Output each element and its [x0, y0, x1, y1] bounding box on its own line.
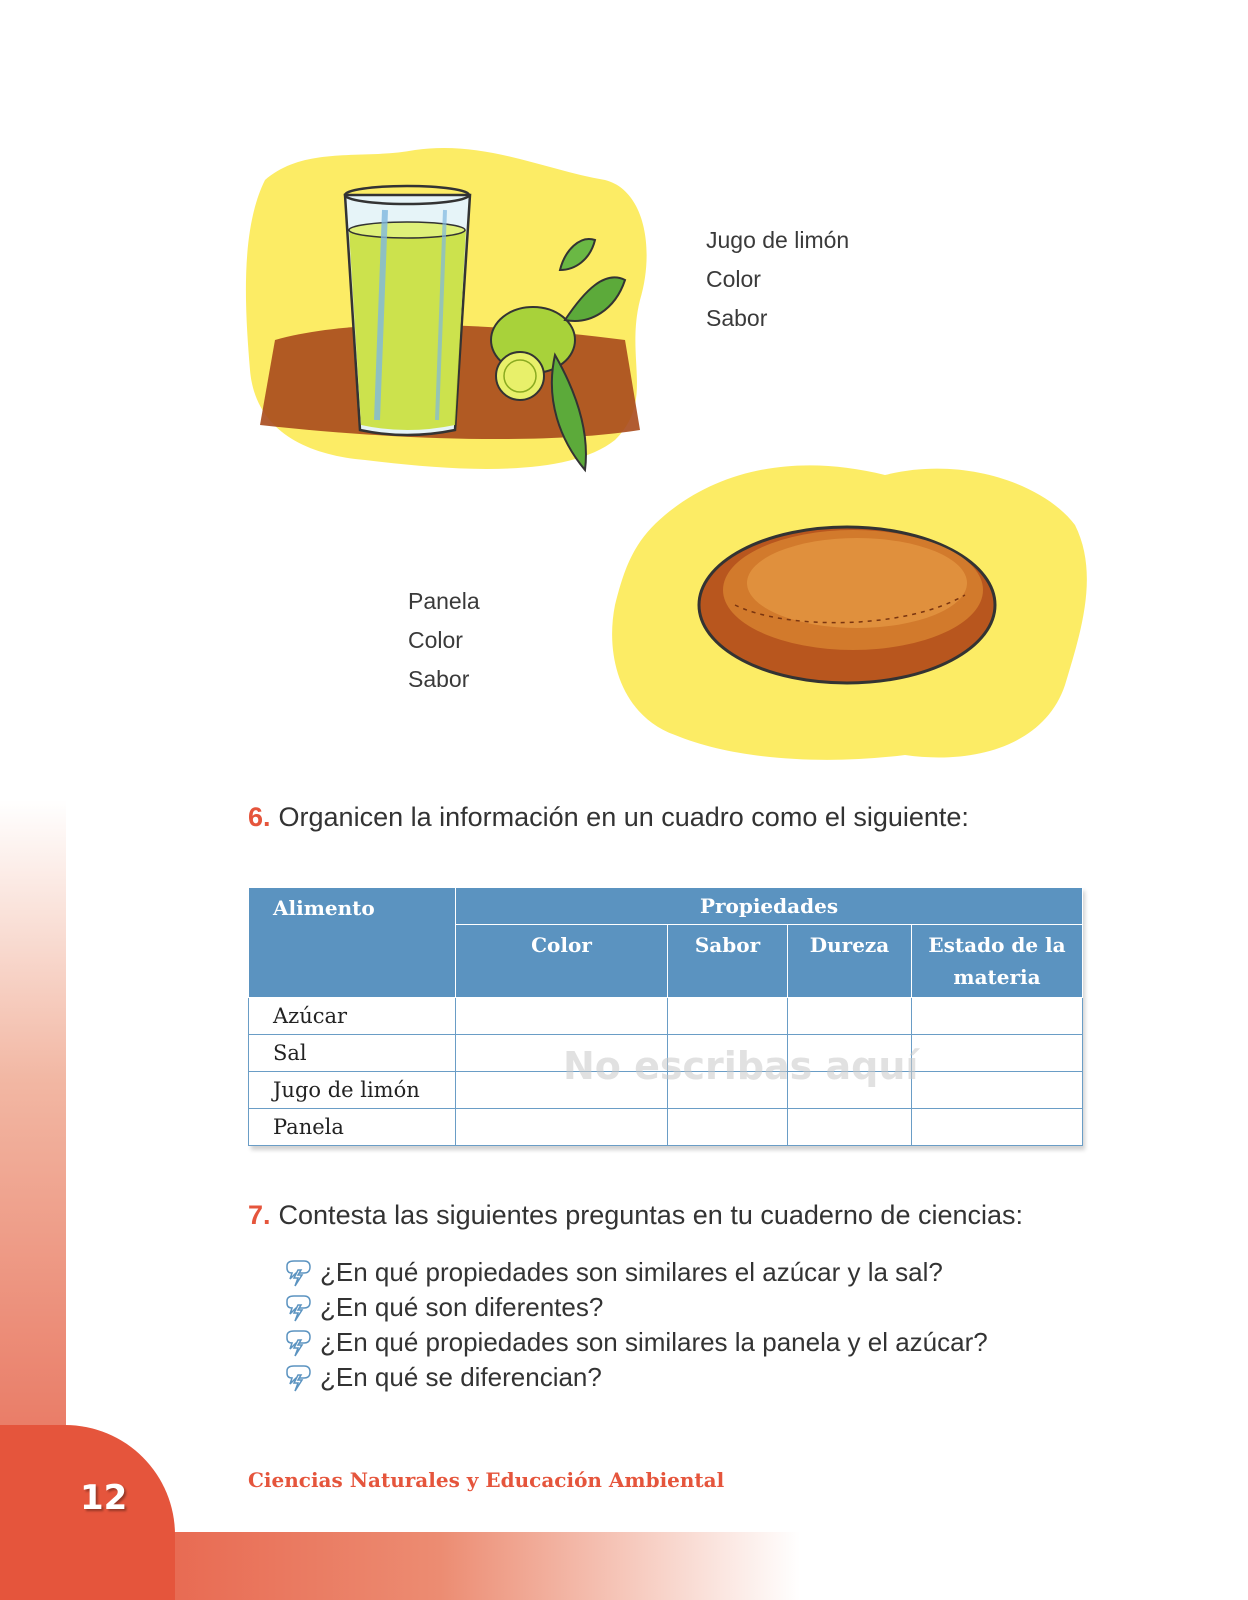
- table-cell: [668, 1035, 788, 1072]
- do-not-write-watermark: No escribas aquí: [563, 1044, 919, 1088]
- list-item: [282, 1360, 988, 1395]
- table-row: [249, 1072, 1083, 1109]
- panela-illustration: [605, 455, 1100, 775]
- list-item: [282, 1325, 988, 1360]
- lemon-caption: [706, 221, 849, 338]
- panela-caption-flavor: Sabor: [408, 666, 470, 692]
- lemon-caption-color: Color: [706, 266, 761, 292]
- row-label-sugar: Azúcar: [249, 998, 456, 1035]
- question-7: [248, 1200, 1023, 1231]
- header-hardness: Dureza: [788, 925, 912, 998]
- list-item: [282, 1290, 988, 1325]
- panela-caption-title: Panela: [408, 588, 480, 614]
- header-flavor: Sabor: [668, 925, 788, 998]
- table-cell: [456, 998, 668, 1035]
- list-item-text: ¿En qué se diferencian?: [320, 1362, 602, 1392]
- bolt-speech-icon: [282, 1258, 312, 1288]
- table-cell: [912, 1109, 1083, 1146]
- table-cell: [668, 1072, 788, 1109]
- list-item-text: ¿En qué propiedades son similares el azúcar y la sal?: [320, 1257, 943, 1287]
- header-properties: Propiedades: [456, 888, 1083, 925]
- bolt-speech-icon: [282, 1363, 312, 1393]
- header-state: Estado de la materia: [912, 925, 1083, 998]
- row-label-panela: Panela: [249, 1109, 456, 1146]
- bolt-speech-icon: [282, 1328, 312, 1358]
- table-row: [249, 1109, 1083, 1146]
- table-cell: [456, 1035, 668, 1072]
- table-row: [249, 1035, 1083, 1072]
- question-7-list: [282, 1255, 988, 1395]
- table-cell: [788, 1109, 912, 1146]
- table-cell: [912, 1072, 1083, 1109]
- lemon-caption-title: Jugo de limón: [706, 227, 850, 253]
- table-cell: [788, 1072, 912, 1109]
- question-7-text: Contesta las siguientes preguntas en tu cuaderno de ciencias:: [278, 1200, 1024, 1230]
- table-cell: [456, 1072, 668, 1109]
- table-cell: [668, 998, 788, 1035]
- table-cell: [456, 1109, 668, 1146]
- header-food: Alimento: [249, 888, 456, 998]
- question-6-number: 6.: [248, 802, 271, 832]
- page-number: 12: [80, 1478, 128, 1518]
- list-item-text: ¿En qué propiedades son similares la panela y el azúcar?: [320, 1327, 988, 1357]
- row-label-salt: Sal: [249, 1035, 456, 1072]
- panela-caption: [408, 582, 480, 699]
- properties-table: [248, 887, 1082, 1146]
- question-7-number: 7.: [248, 1200, 271, 1230]
- question-6-text: Organicen la información en un cuadro como el siguiente:: [278, 802, 969, 832]
- table-cell: [668, 1109, 788, 1146]
- list-item: [282, 1255, 988, 1290]
- table-cell: [912, 998, 1083, 1035]
- lemon-caption-flavor: Sabor: [706, 305, 768, 331]
- lemon-juice-illustration: [245, 140, 665, 490]
- table-cell: [912, 1035, 1083, 1072]
- footer-subject: Ciencias Naturales y Educación Ambiental: [248, 1468, 725, 1492]
- question-6: [248, 802, 969, 833]
- table-cell: [788, 998, 912, 1035]
- header-color: Color: [456, 925, 668, 998]
- bolt-speech-icon: [282, 1293, 312, 1323]
- list-item-text: ¿En qué son diferentes?: [320, 1292, 604, 1322]
- table-cell: [788, 1035, 912, 1072]
- table-row: [249, 998, 1083, 1035]
- row-label-lemon-juice: Jugo de limón: [249, 1072, 456, 1109]
- panela-caption-color: Color: [408, 627, 463, 653]
